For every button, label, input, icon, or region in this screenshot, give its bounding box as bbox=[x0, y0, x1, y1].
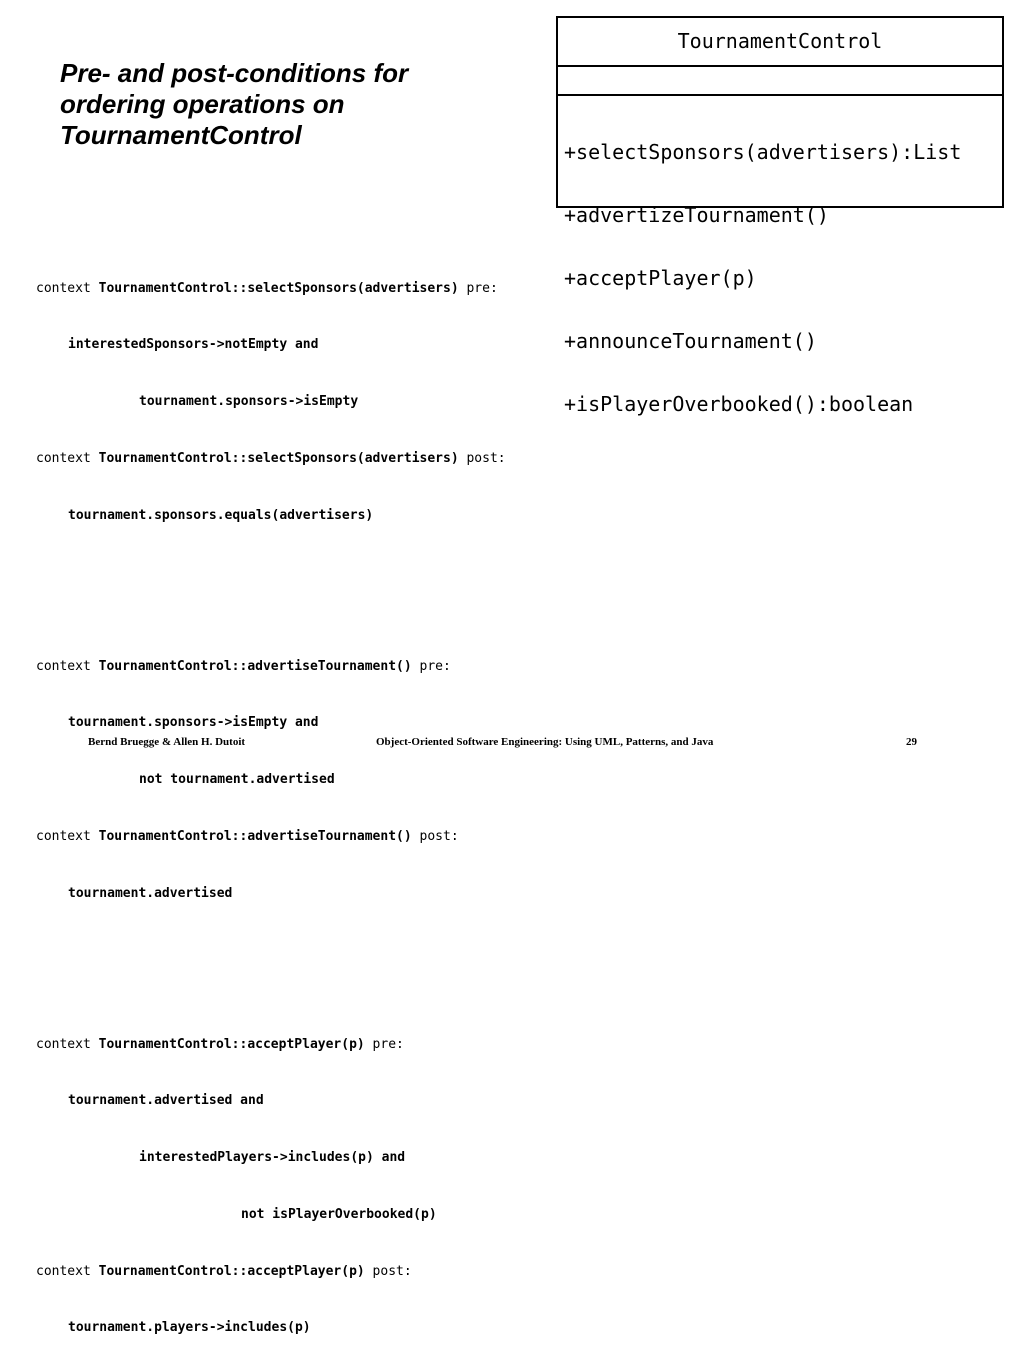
ocl-context-line bbox=[36, 280, 506, 299]
ocl-keyword: pre: bbox=[458, 280, 498, 296]
ocl-keyword: post: bbox=[411, 828, 459, 844]
slide-title-line: Pre- and post-conditions for bbox=[60, 58, 409, 88]
uml-attributes-compartment bbox=[558, 67, 1002, 96]
ocl-expression: tournament.sponsors->isEmpty bbox=[139, 394, 359, 410]
ocl-keyword: context bbox=[36, 658, 91, 674]
blank-line bbox=[36, 563, 506, 582]
ocl-context-line bbox=[36, 658, 506, 677]
ocl-keyword: post: bbox=[458, 450, 506, 466]
ocl-expression: tournament.players->includes(p) bbox=[68, 1320, 311, 1336]
ocl-keyword: pre: bbox=[411, 658, 451, 674]
ocl-keyword: context bbox=[36, 1036, 91, 1052]
ocl-expression: interestedPlayers->includes(p) and bbox=[139, 1150, 406, 1166]
ocl-operation: TournamentControl::advertiseTournament() bbox=[98, 658, 412, 674]
footer-page-number: 29 bbox=[906, 736, 917, 748]
slide-title bbox=[60, 58, 480, 151]
blank-line bbox=[36, 941, 506, 960]
ocl-keyword: context bbox=[36, 280, 91, 296]
ocl-expression: tournament.sponsors->isEmpty and bbox=[68, 715, 319, 731]
uml-operation: +advertizeTournament() bbox=[564, 203, 829, 227]
ocl-operation: TournamentControl::advertiseTournament() bbox=[98, 828, 412, 844]
ocl-context-line bbox=[36, 1036, 506, 1055]
ocl-expression: tournament.sponsors.equals(advertisers) bbox=[68, 507, 374, 523]
ocl-operation: TournamentControl::selectSponsors(advertisers) bbox=[98, 280, 459, 296]
slide-title-line: TournamentControl bbox=[60, 120, 302, 150]
uml-class-name: TournamentControl bbox=[558, 18, 1002, 67]
ocl-expression: tournament.advertised bbox=[68, 885, 233, 901]
ocl-expression: not tournament.advertised bbox=[139, 772, 335, 788]
ocl-operation: TournamentControl::acceptPlayer(p) bbox=[98, 1036, 365, 1052]
ocl-expression: not isPlayerOverbooked(p) bbox=[241, 1206, 437, 1222]
ocl-expression: interestedSponsors->notEmpty and bbox=[68, 337, 319, 353]
uml-operation: +announceTournament() bbox=[564, 329, 817, 353]
uml-operations-compartment bbox=[558, 96, 1002, 457]
ocl-context-line bbox=[36, 450, 506, 469]
ocl-keyword: post: bbox=[364, 1263, 412, 1279]
ocl-constraints bbox=[36, 223, 506, 1357]
ocl-context-line bbox=[36, 1263, 506, 1282]
ocl-expression: tournament.advertised and bbox=[68, 1093, 264, 1109]
ocl-keyword: context bbox=[36, 828, 91, 844]
ocl-keyword: context bbox=[36, 1263, 91, 1279]
ocl-operation: TournamentControl::acceptPlayer(p) bbox=[98, 1263, 365, 1279]
uml-operation: +isPlayerOverbooked():boolean bbox=[564, 392, 914, 416]
ocl-context-line bbox=[36, 828, 506, 847]
uml-operation: +selectSponsors(advertisers):List bbox=[564, 140, 962, 164]
ocl-keyword: pre: bbox=[364, 1036, 404, 1052]
slide-title-line: ordering operations on bbox=[60, 89, 345, 119]
uml-class-box bbox=[556, 16, 1004, 416]
ocl-operation: TournamentControl::selectSponsors(advertisers) bbox=[98, 450, 459, 466]
ocl-keyword: context bbox=[36, 450, 91, 466]
footer-authors: Bernd Bruegge & Allen H. Dutoit bbox=[88, 736, 246, 748]
uml-operation: +acceptPlayer(p) bbox=[564, 266, 757, 290]
footer-book-title: Object-Oriented Software Engineering: Using UML, Patterns, and Java bbox=[376, 736, 714, 748]
